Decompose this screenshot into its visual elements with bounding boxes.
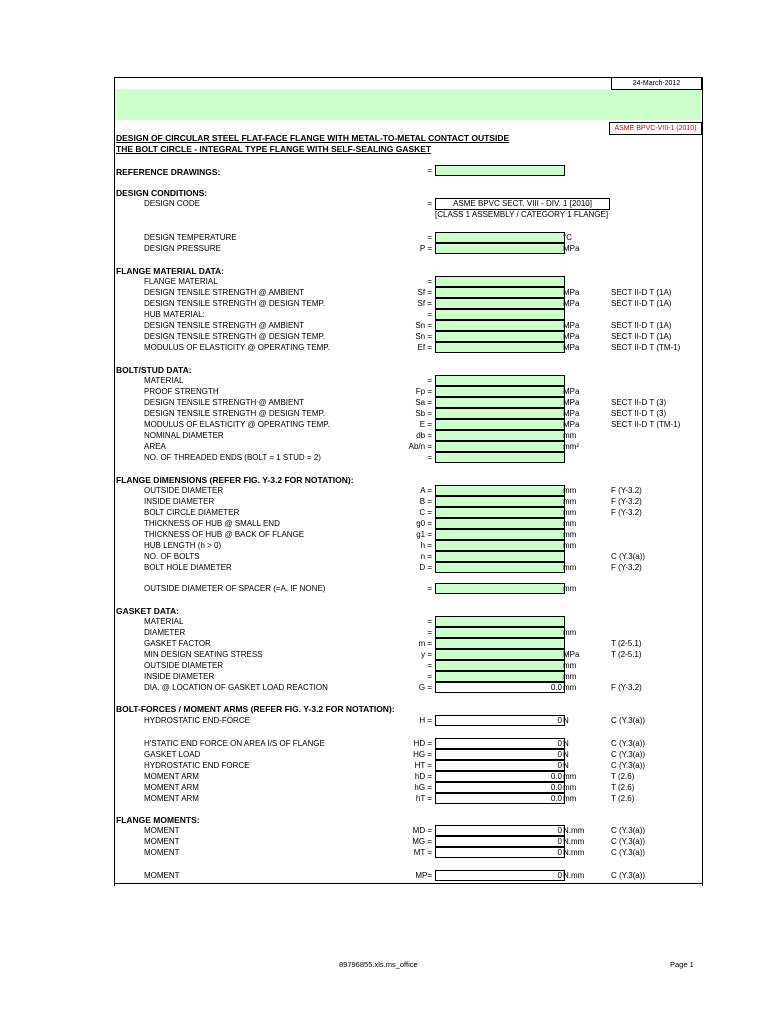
param-symbol: Sa = — [415, 398, 432, 407]
param-unit: MPa — [563, 343, 580, 352]
param-symbol: C = — [419, 508, 432, 517]
param-label: OUTSIDE DIAMETER OF SPACER (=A. IF NONE) — [144, 584, 326, 593]
param-label: DESIGN TENSILE STRENGTH @ AMBIENT — [144, 288, 304, 297]
param-unit: MPa — [563, 332, 580, 341]
param-label: NO. OF THREADED ENDS (BOLT = 1 STUD = 2) — [144, 453, 321, 462]
param-value-cell[interactable] — [435, 638, 565, 649]
symbol: = — [427, 166, 432, 175]
param-value-cell[interactable] — [435, 649, 565, 660]
param-row — [0, 738, 768, 749]
param-unit: mm — [563, 783, 577, 792]
param-row — [0, 320, 768, 331]
param-label: INSIDE DIAMETER — [144, 672, 215, 681]
param-reference: SECT II-D T (3) — [611, 398, 667, 407]
param-unit: MPa — [563, 321, 580, 330]
param-row — [0, 551, 768, 562]
param-label: DESIGN TENSILE STRENGTH @ DESIGN TEMP. — [144, 409, 326, 418]
param-label: THICKNESS OF HUB @ BACK OF FLANGE — [144, 530, 305, 539]
param-value-cell[interactable] — [435, 551, 565, 562]
param-symbol: = — [427, 453, 432, 462]
param-row — [0, 342, 768, 353]
param-unit: mm — [563, 794, 577, 803]
param-value-cell[interactable]: 0 — [435, 825, 565, 836]
param-label: MODULUS OF ELASTICITY @ OPERATING TEMP. — [144, 343, 330, 352]
param-value-cell[interactable] — [435, 320, 565, 331]
param-unit: mm — [563, 508, 577, 517]
param-value-cell[interactable] — [435, 419, 565, 430]
param-value-cell[interactable] — [435, 660, 565, 671]
param-unit: mm — [563, 541, 577, 550]
param-label: MOMENT — [144, 871, 180, 880]
param-row — [0, 682, 768, 693]
param-row — [0, 825, 768, 836]
param-value-cell[interactable] — [435, 309, 565, 320]
param-symbol: Sf = — [417, 288, 432, 297]
param-reference: T (2-5.1) — [611, 650, 642, 659]
param-symbol: = — [427, 310, 432, 319]
param-label: MOMENT — [144, 826, 180, 835]
param-reference: SECT II-D T (1A) — [611, 288, 672, 297]
sheet-bottom-border — [114, 883, 702, 884]
param-symbol: Fp = — [415, 387, 432, 396]
flange-moments-heading: FLANGE MOMENTS: — [116, 815, 200, 825]
param-value-cell[interactable] — [435, 386, 565, 397]
sheet-title-line1: DESIGN OF CIRCULAR STEEL FLAT-FACE FLANGE WITH METAL-TO-METAL CONTACT OUTSIDE — [116, 133, 510, 143]
param-row — [0, 276, 768, 287]
param-unit: mm — [563, 563, 577, 572]
param-unit: MPa — [563, 409, 580, 418]
param-row — [0, 507, 768, 518]
param-symbol: = — [427, 617, 432, 626]
param-reference: F (Y-3.2) — [611, 508, 642, 517]
param-row — [0, 386, 768, 397]
bolt-forces-heading: BOLT-FORCES / MOMENT ARMS (REFER FIG. Y-3.2 FOR NOTATION): — [116, 704, 395, 714]
param-unit: mm — [563, 497, 577, 506]
bolt-data-heading: BOLT/STUD DATA: — [116, 365, 192, 375]
param-symbol: g1 = — [416, 530, 432, 539]
param-unit: N — [563, 716, 569, 725]
param-value-cell[interactable]: 0 — [435, 738, 565, 749]
param-label: DESIGN TEMPERATURE — [144, 233, 237, 242]
param-label: DIAMETER — [144, 628, 186, 637]
param-symbol: m = — [418, 639, 432, 648]
param-symbol: A = — [420, 486, 432, 495]
param-unit: N — [563, 750, 569, 759]
param-reference: C (Y.3(a)) — [611, 716, 646, 725]
design-code-label: DESIGN CODE — [144, 199, 201, 208]
param-value-cell[interactable] — [435, 342, 565, 353]
param-reference: C (Y.3(a)) — [611, 826, 646, 835]
param-symbol: n = — [420, 552, 432, 561]
param-unit: N.mm — [563, 826, 585, 835]
param-label: MOMENT ARM — [144, 794, 199, 803]
param-row — [0, 529, 768, 540]
header-banner — [115, 89, 701, 120]
param-symbol: Sf = — [417, 299, 432, 308]
param-symbol: HG = — [413, 750, 432, 759]
flange-material-heading: FLANGE MATERIAL DATA: — [116, 266, 224, 276]
param-label: MODULUS OF ELASTICITY @ OPERATING TEMP. — [144, 420, 330, 429]
param-value-cell[interactable]: 0.0 — [435, 682, 565, 693]
param-symbol: = — [427, 376, 432, 385]
param-label: BOLT HOLE DIAMETER — [144, 563, 232, 572]
param-symbol: E = — [419, 420, 432, 429]
param-label: NOMINAL DIAMETER — [144, 431, 224, 440]
param-value-cell[interactable]: 0.0 — [435, 782, 565, 793]
param-unit: °C — [563, 233, 572, 242]
param-label: MOMENT — [144, 837, 180, 846]
param-symbol: hD = — [414, 772, 432, 781]
param-reference: SECT II-D T (1A) — [611, 299, 672, 308]
param-symbol: y = — [421, 650, 432, 659]
param-value-cell[interactable] — [435, 496, 565, 507]
param-row — [0, 793, 768, 804]
param-row — [0, 782, 768, 793]
param-unit: mm — [563, 772, 577, 781]
param-row — [0, 562, 768, 573]
param-label: HUB MATERIAL: — [144, 310, 205, 319]
param-label: PROOF STRENGTH — [144, 387, 219, 396]
param-reference: F (Y-3.2) — [611, 563, 642, 572]
param-symbol: D = — [419, 563, 432, 572]
param-symbol: P = — [419, 244, 432, 253]
param-symbol: Ab/n = — [408, 442, 432, 451]
param-value-cell[interactable] — [435, 452, 565, 463]
param-unit: mm — [563, 628, 577, 637]
param-symbol: Sn = — [415, 321, 432, 330]
param-value-cell[interactable]: 0 — [435, 760, 565, 771]
param-label: HUB LENGTH (h > 0) — [144, 541, 222, 550]
param-label: DESIGN TENSILE STRENGTH @ AMBIENT — [144, 398, 304, 407]
param-symbol: H = — [419, 716, 432, 725]
param-label: DESIGN TENSILE STRENGTH @ DESIGN TEMP. — [144, 332, 326, 341]
param-symbol: db = — [416, 431, 432, 440]
param-value-cell[interactable] — [435, 507, 565, 518]
param-unit: mm² — [563, 442, 579, 451]
design-code-class: [CLASS 1 ASSEMBLY / CATEGORY 1 FLANGE] — [435, 210, 609, 219]
param-reference: T (2.6) — [611, 794, 635, 803]
param-value-cell[interactable] — [435, 287, 565, 298]
param-reference: C (Y.3(a)) — [611, 848, 646, 857]
param-row — [0, 419, 768, 430]
param-value-cell[interactable] — [435, 243, 565, 254]
param-unit: N — [563, 739, 569, 748]
param-value-cell[interactable] — [435, 671, 565, 682]
param-value-cell[interactable] — [435, 441, 565, 452]
footer-page-number: Page 1 — [670, 960, 694, 969]
param-row — [0, 771, 768, 782]
param-row — [0, 836, 768, 847]
param-unit: mm — [563, 672, 577, 681]
reference-drawings-row — [0, 165, 768, 176]
param-reference: T (2-5.1) — [611, 639, 642, 648]
param-value-cell[interactable]: 0 — [435, 870, 565, 881]
gasket-data-heading: GASKET DATA: — [116, 606, 179, 616]
param-value-cell[interactable] — [435, 397, 565, 408]
param-label: MIN DESIGN SEATING STRESS — [144, 650, 263, 659]
param-unit: N.mm — [563, 871, 585, 880]
param-symbol: Sb = — [415, 409, 432, 418]
param-row — [0, 715, 768, 726]
param-value-cell[interactable] — [435, 616, 565, 627]
param-symbol: g0 = — [416, 519, 432, 528]
param-unit: mm — [563, 431, 577, 440]
param-unit: N.mm — [563, 848, 585, 857]
param-value-cell[interactable]: 0.0 — [435, 793, 565, 804]
param-row — [0, 671, 768, 682]
param-label: GASKET FACTOR — [144, 639, 211, 648]
param-label: MATERIAL — [144, 617, 184, 626]
param-symbol: G = — [418, 683, 432, 692]
param-unit: N.mm — [563, 837, 585, 846]
param-symbol: HT = — [414, 761, 432, 770]
param-reference: T (2.6) — [611, 783, 635, 792]
param-symbol: hT = — [415, 794, 432, 803]
param-row — [0, 309, 768, 320]
flange-dimensions-heading: FLANGE DIMENSIONS (REFER FIG. Y-3.2 FOR NOTATION): — [116, 475, 354, 485]
param-unit: MPa — [563, 387, 580, 396]
design-code-row — [0, 198, 768, 209]
param-value-cell[interactable]: 0.0 — [435, 771, 565, 782]
param-value-cell[interactable] — [435, 276, 565, 287]
param-reference: F (Y-3.2) — [611, 497, 642, 506]
param-reference: C (Y.3(a)) — [611, 837, 646, 846]
param-row — [0, 430, 768, 441]
param-label: INSIDE DIAMETER — [144, 497, 215, 506]
param-symbol: = — [427, 661, 432, 670]
param-label: H'STATIC END FORCE ON AREA I/S OF FLANGE — [144, 739, 325, 748]
param-label: OUTSIDE DIAMETER — [144, 486, 224, 495]
param-reference: SECT II-D T (1A) — [611, 321, 672, 330]
param-unit: MPa — [563, 398, 580, 407]
param-symbol: MG = — [412, 837, 432, 846]
param-label: DESIGN TENSILE STRENGTH @ DESIGN TEMP. — [144, 299, 326, 308]
param-unit: MPa — [563, 288, 580, 297]
param-reference: C (Y.3(a)) — [611, 761, 646, 770]
param-value-cell[interactable] — [435, 232, 565, 243]
param-symbol: MT = — [413, 848, 432, 857]
param-reference: C (Y.3(a)) — [611, 750, 646, 759]
param-reference: F (Y-3.2) — [611, 683, 642, 692]
param-symbol: = — [427, 584, 432, 593]
param-unit: N — [563, 761, 569, 770]
param-row — [0, 408, 768, 419]
param-row — [0, 441, 768, 452]
param-reference: SECT II-D T (1A) — [611, 332, 672, 341]
param-row — [0, 331, 768, 342]
param-row — [0, 243, 768, 254]
param-unit: MPa — [563, 299, 580, 308]
input-cell[interactable] — [435, 165, 565, 176]
param-unit: mm — [563, 530, 577, 539]
param-row — [0, 375, 768, 386]
param-symbol: MP= — [415, 871, 432, 880]
param-unit: MPa — [563, 650, 580, 659]
param-row — [0, 660, 768, 671]
param-row — [0, 298, 768, 309]
param-row — [0, 847, 768, 858]
param-row — [0, 749, 768, 760]
param-symbol: HD = — [413, 739, 432, 748]
param-reference: SECT II-D T (TM-1) — [611, 420, 681, 429]
code-tag-cell[interactable]: ASME BPVC-VIII-1 (2010) — [609, 122, 702, 135]
param-symbol: hG = — [414, 783, 432, 792]
param-unit: MPa — [563, 420, 580, 429]
param-reference: F (Y-3.2) — [611, 486, 642, 495]
param-value-cell[interactable] — [435, 540, 565, 551]
param-label: FLANGE MATERIAL — [144, 277, 218, 286]
param-value-cell[interactable]: 0 — [435, 749, 565, 760]
param-row — [0, 616, 768, 627]
param-symbol: Ef = — [417, 343, 432, 352]
param-value-cell[interactable]: 0 — [435, 715, 565, 726]
param-label: OUTSIDE DIAMETER — [144, 661, 224, 670]
param-row — [0, 232, 768, 243]
param-symbol: h = — [420, 541, 432, 550]
param-symbol: MD = — [412, 826, 432, 835]
param-value-cell[interactable] — [435, 627, 565, 638]
param-row — [0, 496, 768, 507]
param-row — [0, 870, 768, 881]
param-label: GASKET LOAD — [144, 750, 201, 759]
param-reference: SECT II-D T (TM-1) — [611, 343, 681, 352]
param-row — [0, 583, 768, 594]
param-symbol: B = — [419, 497, 432, 506]
param-unit: mm — [563, 683, 577, 692]
param-label: MOMENT — [144, 848, 180, 857]
param-unit: mm — [563, 486, 577, 495]
param-unit: mm — [563, 584, 577, 593]
param-label: BOLT CIRCLE DIAMETER — [144, 508, 240, 517]
param-row — [0, 540, 768, 551]
param-row — [0, 397, 768, 408]
symbol: = — [427, 199, 432, 208]
param-label: HYDROSTATIC END FORCE — [144, 761, 250, 770]
param-row — [0, 452, 768, 463]
param-value-cell[interactable] — [435, 562, 565, 573]
param-reference: C (Y.3(a)) — [611, 739, 646, 748]
param-reference: C (Y.3(a)) — [611, 871, 646, 880]
param-label: NO. OF BOLTS — [144, 552, 200, 561]
param-row — [0, 760, 768, 771]
param-row — [0, 627, 768, 638]
sheet-title-line2: THE BOLT CIRCLE - INTEGRAL TYPE FLANGE WITH SELF-SEALING GASKET — [116, 144, 432, 154]
param-value-cell[interactable]: 0 — [435, 836, 565, 847]
design-conditions-heading: DESIGN CONDITIONS: — [116, 188, 208, 198]
param-symbol: = — [427, 277, 432, 286]
param-value-cell[interactable] — [435, 485, 565, 496]
param-row — [0, 485, 768, 496]
param-label: AREA — [144, 442, 166, 451]
param-value-cell[interactable] — [435, 518, 565, 529]
param-label: MOMENT ARM — [144, 772, 199, 781]
param-reference: C (Y.3(a)) — [611, 552, 646, 561]
param-value-cell[interactable] — [435, 529, 565, 540]
param-row — [0, 287, 768, 298]
param-label: MATERIAL — [144, 376, 184, 385]
param-row — [0, 649, 768, 660]
param-value-cell[interactable]: 0 — [435, 847, 565, 858]
param-symbol: = — [427, 628, 432, 637]
param-row — [0, 638, 768, 649]
param-label: MOMENT ARM — [144, 783, 199, 792]
param-row — [0, 518, 768, 529]
param-value-cell[interactable] — [435, 331, 565, 342]
param-unit: mm — [563, 661, 577, 670]
param-label: DIA. @ LOCATION OF GASKET LOAD REACTION — [144, 683, 328, 692]
param-value-cell[interactable] — [435, 298, 565, 309]
param-value-cell[interactable] — [435, 408, 565, 419]
param-label: DESIGN TENSILE STRENGTH @ AMBIENT — [144, 321, 304, 330]
param-value-cell[interactable] — [435, 430, 565, 441]
param-symbol: Sn = — [415, 332, 432, 341]
param-unit: MPa — [563, 244, 580, 253]
param-unit: mm — [563, 519, 577, 528]
design-code-value[interactable]: ASME BPVC SECT. VIII - DIV. 1 [2010] — [435, 198, 610, 210]
param-label: THICKNESS OF HUB @ SMALL END — [144, 519, 280, 528]
param-value-cell[interactable] — [435, 583, 565, 594]
param-symbol: = — [427, 233, 432, 242]
date-cell[interactable]: 24-March-2012 — [611, 77, 702, 90]
param-value-cell[interactable] — [435, 375, 565, 386]
param-label: HYDROSTATIC END-FORCE — [144, 716, 250, 725]
param-reference: T (2.6) — [611, 772, 635, 781]
footer-filename: 89796855.xls.ms_office — [339, 960, 418, 969]
param-label: DESIGN PRESSURE — [144, 244, 221, 253]
param-reference: SECT II-D T (3) — [611, 409, 667, 418]
param-symbol: = — [427, 672, 432, 681]
reference-drawings-heading: REFERENCE DRAWINGS: — [116, 167, 221, 177]
